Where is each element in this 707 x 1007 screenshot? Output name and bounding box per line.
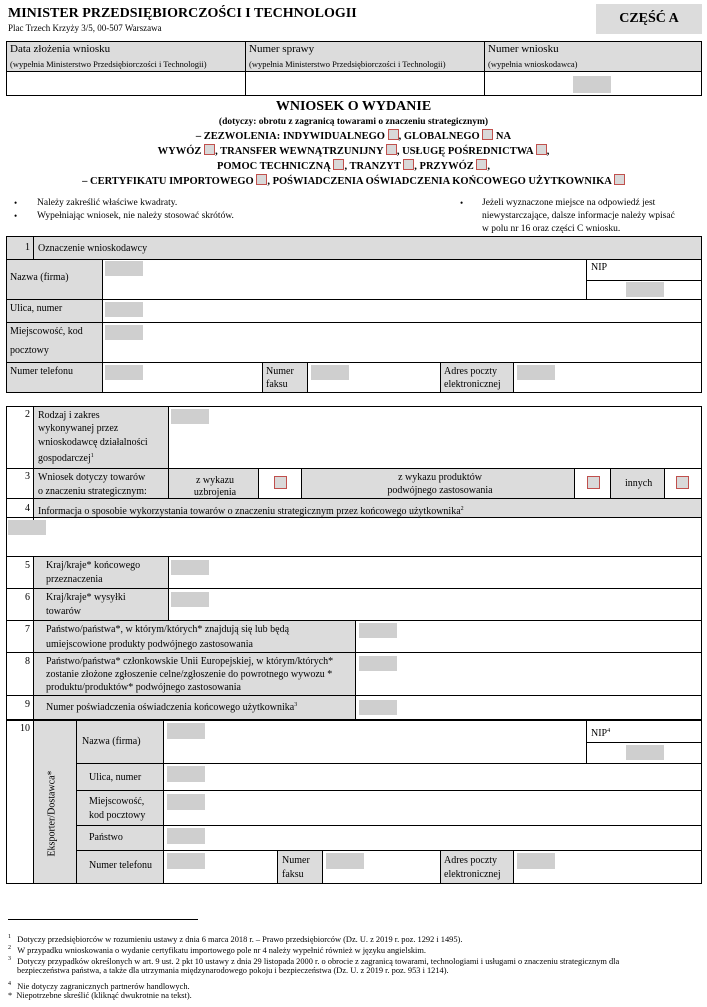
shipment-label-1: Kraj/kraje* wysyłki xyxy=(46,592,126,603)
form-subtitle: (dotyczy: obrotu z zagranicą towarami o znaczeniu strategicznym) xyxy=(218,117,489,127)
title-line-4 xyxy=(0,174,707,190)
exp-country-input[interactable] xyxy=(167,828,205,844)
city-label-2: pocztowy xyxy=(10,345,49,356)
exp-nip-label-text: NIP xyxy=(591,728,608,739)
opt-other-label: innych xyxy=(625,478,653,489)
ministry-name: MINISTER PRZEDSIĘBIORCZOŚCI I TECHNOLOGII xyxy=(8,6,357,21)
footnote-3-text: Dotyczy przypadków określonych w art. 9 ust. 2 pkt 10 ustawy z dnia 29 listopada 2000 r. o obrocie z zagranicą towarami, technologiami i usługami o znaczeniu strategicznym dla xyxy=(17,957,620,966)
destination-label-2: przeznaczenia xyxy=(46,574,103,585)
title-line-2: WYWÓZ , TRANSFER WEWNĄTRZUNIJNY , USŁUGĘ POŚREDNICTWA , xyxy=(157,146,550,157)
eu-state-label-2: zostanie złożone zgłoszenie celne/zgłoszenie do powrotnego wywozu * xyxy=(46,669,333,680)
checkbox-end-user[interactable] xyxy=(614,174,625,185)
ministry-address: Plac Trzech Krzyży 3/5, 00-507 Warszawa xyxy=(8,23,162,33)
footnote-1-marker: 1 xyxy=(8,934,11,940)
nip-label: NIP xyxy=(591,262,608,273)
fax-label-1: Numer xyxy=(266,366,294,377)
section-10-number: 10 xyxy=(20,723,30,734)
checkbox-transfer[interactable] xyxy=(386,144,397,155)
location-label-1: Państwo/państwa*, w którym/których* znajdują się lub będą xyxy=(46,624,290,635)
date-label: Data złożenia wniosku xyxy=(10,43,111,55)
footnote-3b: bezpieczeństwa państwa, a także dla utrzymania międzynarodowego pokoju i bezpieczeństwa (Dz. U. z 2019 r. poz. 953 i 1214). xyxy=(17,966,449,975)
instruction-3c: w polu nr 16 oraz części C wniosku. xyxy=(482,224,621,234)
exp-fax-input[interactable] xyxy=(326,853,364,869)
checkbox-other[interactable] xyxy=(676,476,689,489)
checkbox-export[interactable] xyxy=(204,144,215,155)
euc-number-label xyxy=(46,699,297,714)
destination-label-1: Kraj/kraje* końcowego xyxy=(46,560,141,571)
street-input[interactable] xyxy=(105,302,143,317)
app-number-note: (wypełnia wnioskodawca) xyxy=(488,59,578,69)
name-input[interactable] xyxy=(105,261,143,276)
exp-email-label-1: Adres poczty xyxy=(444,855,498,866)
footnote-star-marker: * xyxy=(8,991,13,1000)
section-8-number: 8 xyxy=(25,656,30,667)
footnote-ref-2: 2 xyxy=(460,506,464,512)
form-title: WNIOSEK O WYDANIE xyxy=(275,99,432,114)
shipment-input[interactable] xyxy=(171,592,209,607)
opt-import-label: , PRZYWÓZ xyxy=(414,161,474,172)
fax-label-2: faksu xyxy=(266,379,288,390)
opt-brokering-label: , USŁUGĘ POŚREDNICTWA xyxy=(396,146,534,157)
app-number-label: Numer wniosku xyxy=(488,43,559,55)
footnote-divider xyxy=(8,919,198,920)
exp-fax-label-1: Numer xyxy=(282,855,310,866)
part-label: CZĘŚĆ A xyxy=(619,11,679,26)
section-2-number: 2 xyxy=(25,409,30,420)
footnote-1-text: Dotyczy przedsiębiorców w rozumieniu ustawy z dnia 6 marca 2018 r. – Prawo przedsiębiorców (Dz. U. z 2019 r. poz. 1292 i 1495). xyxy=(17,935,463,944)
phone-label: Numer telefonu xyxy=(10,366,74,377)
section-6-number: 6 xyxy=(25,592,30,603)
footnote-2-marker: 2 xyxy=(8,945,11,951)
end-use-input[interactable] xyxy=(8,520,46,535)
bullet-icon: • xyxy=(14,198,18,208)
exp-city-input[interactable] xyxy=(167,794,205,810)
euc-number-input[interactable] xyxy=(359,700,397,715)
footnote-4-text: Nie dotyczy zagranicznych partnerów handlowych. xyxy=(17,982,190,991)
opt-individual-label: – ZEZWOLENIA: INDYWIDUALNEGO xyxy=(195,131,385,142)
email-input[interactable] xyxy=(517,365,555,380)
date-note: (wypełnia Ministerstwo Przedsiębiorczości i Technologii) xyxy=(10,59,207,69)
footnote-3-marker: 3 xyxy=(8,956,11,962)
instruction-1: Należy zakreślić właściwe kwadraty. xyxy=(37,198,178,208)
checkbox-import[interactable] xyxy=(476,159,487,170)
app-number-input[interactable] xyxy=(573,76,611,93)
fax-input[interactable] xyxy=(311,365,349,380)
euc-number-label-text: Numer poświadczenia oświadczenia końcowego użytkownika xyxy=(46,702,295,713)
section-1-number: 1 xyxy=(25,242,30,253)
exp-name-input[interactable] xyxy=(167,723,205,739)
checkbox-tech-assist[interactable] xyxy=(333,159,344,170)
goods-type-label-2: o znaczeniu strategicznym: xyxy=(38,486,147,497)
activity-label-4 xyxy=(38,450,94,465)
section-5-number: 5 xyxy=(25,560,30,571)
section-1-title: Oznaczenie wnioskodawcy xyxy=(38,243,148,254)
instruction-3b: niewystarczające, dalsze informacje należy wpisać xyxy=(482,211,675,221)
section-7-number: 7 xyxy=(25,624,30,635)
footnote-ref-4: 4 xyxy=(607,728,611,734)
case-label: Numer sprawy xyxy=(249,43,315,55)
exp-email-input[interactable] xyxy=(517,853,555,869)
footnote-star xyxy=(8,991,698,1002)
phone-input[interactable] xyxy=(105,365,143,380)
exp-phone-label: Numer telefonu xyxy=(89,860,153,871)
exp-street-label: Ulica, numer xyxy=(89,772,142,783)
checkbox-transit[interactable] xyxy=(403,159,414,170)
opt-export-label: WYWÓZ xyxy=(157,146,202,157)
email-label-1: Adres poczty xyxy=(444,366,498,377)
destination-input[interactable] xyxy=(171,560,209,575)
end-use-label-text: Informacja o sposobie wykorzystania towarów o znaczeniu strategicznym przez końcowego użytkownika xyxy=(38,506,461,517)
opt-transit-label: , TRANZYT xyxy=(344,161,401,172)
opt-transfer-label: , TRANSFER WEWNĄTRZUNIJNY xyxy=(215,146,384,157)
goods-type-label-1: Wniosek dotyczy towarów xyxy=(38,472,146,483)
name-label: Nazwa (firma) xyxy=(10,272,69,283)
section-3-number: 3 xyxy=(25,471,30,482)
city-label-1: Miejscowość, kod xyxy=(10,326,83,337)
opt-import-cert-label: – CERTYFIKATU IMPORTOWEGO xyxy=(82,176,254,187)
exp-fax-label-2: faksu xyxy=(282,869,304,880)
exp-city-label-2: kod pocztowy xyxy=(89,810,146,821)
email-label-2: elektronicznej xyxy=(444,379,501,390)
opt-dual-use-label-1: z wykazu produktów xyxy=(398,472,482,483)
city-input[interactable] xyxy=(105,325,143,340)
exp-city-label-1: Miejscowość, xyxy=(89,796,145,807)
activity-label-3: wnioskodawcę działalności xyxy=(38,437,148,448)
footnote-2-text: W przypadku wnioskowania o wydanie certyfikatu importowego pole nr 4 należy wypełnić również w języku angielskim. xyxy=(17,946,426,955)
instruction-3a: Jeżeli wyznaczone miejsce na odpowiedź jest xyxy=(482,198,656,208)
opt-end-user-label: , POŚWIADCZENIA OŚWIADCZENIA KOŃCOWEGO UŻYTKOWNIKA xyxy=(267,176,612,187)
title-na: NA xyxy=(493,131,512,142)
footnote-ref-3: 3 xyxy=(294,702,298,708)
opt-arms-label-1: z wykazu xyxy=(195,475,235,486)
activity-label-1: Rodzaj i zakres xyxy=(38,410,100,421)
activity-input[interactable] xyxy=(171,409,209,424)
section-9-number: 9 xyxy=(25,699,30,710)
checkbox-dual-use[interactable] xyxy=(587,476,600,489)
section-4-number: 4 xyxy=(25,503,30,514)
eu-state-label-1: Państwo/państwa* członkowskie Unii Europejskiej, w którym/których* xyxy=(46,656,334,667)
exp-phone-input[interactable] xyxy=(167,853,205,869)
street-label: Ulica, numer xyxy=(10,303,63,314)
case-note: (wypełnia Ministerstwo Przedsiębiorczości i Technologii) xyxy=(249,59,446,69)
exp-street-input[interactable] xyxy=(167,766,205,782)
exp-country-label: Państwo xyxy=(89,832,123,843)
nip-input[interactable] xyxy=(626,282,664,297)
bullet-icon: • xyxy=(460,198,464,208)
exp-nip-input[interactable] xyxy=(626,745,664,760)
checkbox-arms[interactable] xyxy=(274,476,287,489)
exp-name-label: Nazwa (firma) xyxy=(82,736,141,747)
eu-state-input[interactable] xyxy=(359,656,397,671)
shipment-label-2: towarów xyxy=(46,606,81,617)
footnote-ref-1: 1 xyxy=(90,453,94,459)
opt-dual-use-label-2: podwójnego zastosowania xyxy=(387,485,493,496)
end-use-label xyxy=(38,503,464,518)
location-input[interactable] xyxy=(359,623,397,638)
exporter-vertical-label: Eksporter/Dostawca* xyxy=(46,770,58,857)
part-badge xyxy=(596,4,702,34)
title-line-3: POMOC TECHNICZNĄ , TRANZYT , PRZYWÓZ , xyxy=(216,161,491,172)
checkbox-import-cert[interactable] xyxy=(256,174,267,185)
opt-tech-assist-label: POMOC TECHNICZNĄ xyxy=(216,161,331,172)
bullet-icon: • xyxy=(14,211,18,221)
instruction-2: Wypełniając wniosek, nie należy stosować skrótów. xyxy=(37,211,234,221)
title-line-1 xyxy=(0,129,707,145)
opt-global-label: , GLOBALNEGO xyxy=(398,131,480,142)
checkbox-brokering[interactable] xyxy=(536,144,547,155)
activity-label-4-text: gospodarczej xyxy=(38,453,91,464)
footnote-4-marker: 4 xyxy=(8,981,11,987)
exp-email-label-2: elektronicznej xyxy=(444,869,501,880)
location-label-2: umiejscowione produkty podwójnego zastosowania xyxy=(46,639,253,650)
checkbox-individual[interactable] xyxy=(388,129,399,140)
activity-label-2: wykonywanej przez xyxy=(38,423,119,434)
footnote-star-text: Niepotrzebne skreślić (kliknąć dwukrotnie na tekst). xyxy=(16,991,192,1000)
exp-nip-label xyxy=(591,725,610,740)
checkbox-global[interactable] xyxy=(482,129,493,140)
eu-state-label-3: produktu/produktów* podwójnego zastosowania xyxy=(46,682,241,693)
opt-arms-label-2: uzbrojenia xyxy=(193,487,237,498)
